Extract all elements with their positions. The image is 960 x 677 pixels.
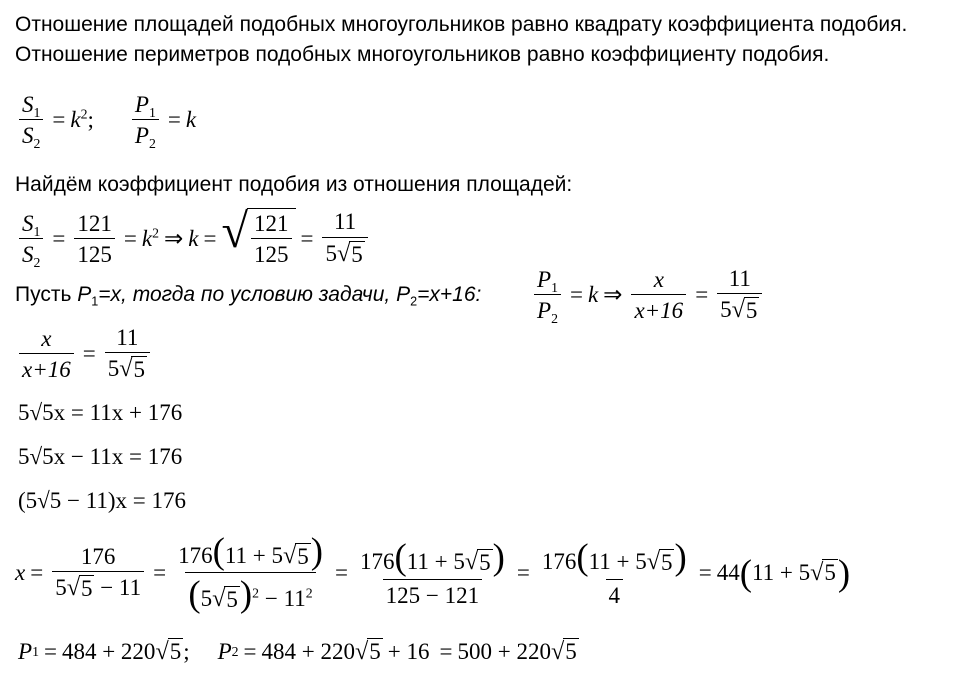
fraction-p1-p2: $\frac{P_1}{P_2}$ [132, 92, 159, 149]
equation-proportion: $\frac{x}{x+16}$ = 11 5 √ 5 [15, 325, 154, 384]
answer-line: P 1 = 484 + 220 √ 5 ; P 2 = 484 + 220 √ 5 + 16 = 500 + 220 √ 5 [18, 638, 577, 665]
intro-paragraph: Отношение площадей подобных многоугольников равно квадрату коэффициента подобия. Отношение периметров подобных многоугольников равно коэффициенту подобия. [15, 13, 908, 66]
equation-4: 5√5x − 11x = 176 [18, 444, 183, 469]
sqrt-fraction: √ $\frac{121}{125}$ [221, 208, 295, 270]
fraction-k-value: 11 5 √ 5 [322, 209, 367, 268]
fraction-s1-s2: $\frac{S_1}{S_2}$ [19, 92, 43, 149]
formula-x-solution: x = 176 5 √ 5 − 11 = 176(11 + 5 √ 5 ) (5 √ 5 )$^2 - 11^2$ = 176(11 + 5 √ 5 ) 125 − 121 = 176(11 + 5 √ 5 ) 4 = 44 ( 11 + 5 √ 5 ) [15, 530, 851, 615]
step2-text: Пусть $P_1=x$, тогда по условию задачи, $P_2=x+16$: [15, 283, 482, 309]
equation-5: (5√5 − 11)x = 176 [18, 488, 187, 513]
formula-perimeter-ratio: $\frac{P_1}{P_2}$ = k ⇒ $\frac{x}{x+16}$ = 11 5 √ 5 [530, 266, 766, 325]
fraction-121-125: $\frac{121}{125}$ [74, 211, 115, 268]
step1-text: Найдём коэффициент подобия из отношения площадей: [15, 173, 573, 196]
formula-k: $\frac{S_1}{S_2}$ = $\frac{121}{125}$ = $k^2$ ⇒ k = √ $\frac{121}{125}$ = 11 5 √ 5 [15, 208, 372, 270]
formula-ratios: $\frac{S_1}{S_2}$ = $k^2$; $\frac{P_1}{P_2}$ = k [15, 92, 196, 149]
equation-3: 5√5x = 11x + 176 [18, 400, 183, 425]
